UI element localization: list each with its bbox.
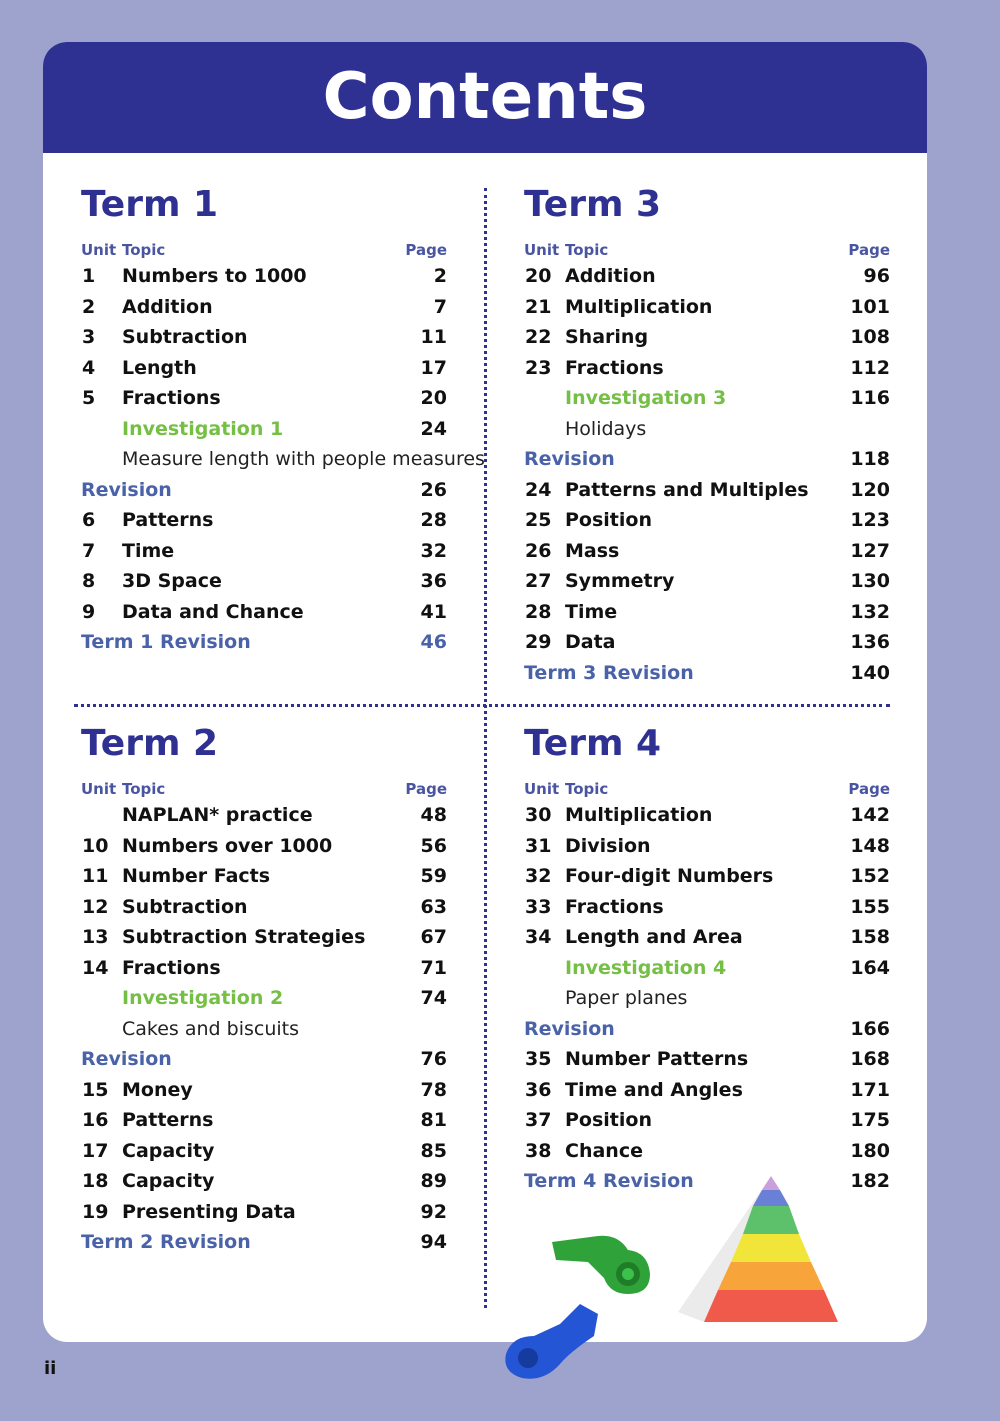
page-ref: 166 (850, 1017, 890, 1040)
term-title: Term 2 (81, 723, 219, 764)
unit-number: 33 (525, 895, 552, 918)
page-ref: 63 (420, 895, 447, 918)
topic-label: NAPLAN* practice (122, 804, 313, 826)
unit-number: 3 (82, 326, 96, 348)
page-ref: 118 (850, 448, 890, 470)
page-ref: 136 (850, 631, 890, 653)
contents-row[interactable] (524, 1105, 890, 1136)
horizontal-divider (74, 704, 890, 707)
page-ref: 140 (850, 661, 890, 684)
page-ref: 89 (420, 1170, 447, 1192)
contents-row[interactable] (524, 383, 890, 414)
unit-number: 37 (525, 1109, 552, 1131)
topic-label: Subtraction (122, 895, 248, 918)
topic-label: Capacity (122, 1170, 215, 1192)
topic-label: Data (565, 631, 616, 653)
unit-number: 38 (525, 1139, 552, 1162)
pyramid-illustration (676, 1172, 868, 1328)
topic-label: Term 1 Revision (81, 631, 251, 653)
contents-row[interactable] (81, 922, 447, 953)
header-page: Page (848, 241, 890, 259)
page-ref: 120 (850, 478, 890, 501)
topic-label: Revision (81, 478, 172, 501)
contents-row[interactable] (81, 892, 447, 923)
unit-number: 14 (82, 956, 109, 979)
unit-number: 18 (82, 1170, 109, 1192)
contents-row[interactable] (81, 953, 447, 984)
contents-row[interactable] (81, 353, 447, 384)
contents-row[interactable] (524, 658, 890, 689)
topic-label: Capacity (122, 1139, 215, 1162)
header-topic: Topic (122, 241, 166, 259)
topic-label: Investigation 3 (565, 387, 727, 409)
contents-row[interactable] (81, 1136, 447, 1167)
page-ref: 155 (850, 895, 890, 918)
contents-row[interactable] (81, 322, 447, 353)
unit-number: 23 (525, 356, 552, 379)
page-ref: 46 (420, 631, 447, 653)
column-headers (81, 774, 447, 800)
contents-row[interactable] (524, 800, 890, 831)
contents-row[interactable] (81, 831, 447, 862)
page-ref: 130 (850, 570, 890, 592)
header-topic: Topic (122, 780, 166, 798)
contents-row[interactable] (81, 536, 447, 567)
unit-number: 29 (525, 631, 552, 653)
page-ref: 28 (420, 509, 447, 531)
header-unit: Unit (524, 241, 560, 259)
topic-label: Multiplication (565, 804, 713, 826)
column-headers (524, 235, 890, 261)
contents-row[interactable] (81, 627, 447, 658)
contents-row[interactable] (81, 414, 447, 445)
unit-number: 13 (82, 926, 109, 948)
page-ref: 108 (850, 326, 890, 348)
page-ref: 152 (850, 865, 890, 887)
contents-row[interactable] (524, 953, 890, 984)
header-unit: Unit (81, 241, 117, 259)
unit-number: 10 (82, 834, 109, 857)
page-ref: 56 (420, 834, 447, 857)
topic-label: Revision (81, 1048, 172, 1070)
header-topic: Topic (565, 780, 609, 798)
topic-label: Investigation 1 (122, 417, 284, 440)
unit-number: 25 (525, 509, 552, 531)
topic-label: Position (565, 509, 652, 531)
blue-whistle-icon (500, 1300, 604, 1382)
unit-number: 26 (525, 539, 552, 562)
topic-label: Fractions (122, 387, 221, 409)
topic-label: Multiplication (565, 295, 713, 318)
topic-label: Holidays (565, 417, 647, 440)
page-ref: 168 (850, 1048, 890, 1070)
topic-label: Investigation 4 (565, 956, 727, 979)
unit-number: 19 (82, 1200, 109, 1223)
page-ref: 182 (850, 1170, 890, 1192)
page-ref: 24 (420, 417, 447, 440)
topic-label: Patterns (122, 509, 214, 531)
page-ref: 148 (850, 834, 890, 857)
topic-label: Presenting Data (122, 1200, 296, 1223)
contents-row[interactable] (524, 261, 890, 292)
topic-label: Length and Area (565, 926, 743, 948)
topic-label: Patterns and Multiples (565, 478, 809, 501)
unit-number: 35 (525, 1048, 552, 1070)
contents-card (43, 42, 927, 1342)
unit-number: 32 (525, 865, 552, 887)
page-ref: 81 (420, 1109, 447, 1131)
page-ref: 76 (420, 1048, 447, 1070)
term-4-section (524, 722, 890, 1197)
term-1-section (81, 183, 485, 658)
header-page: Page (848, 780, 890, 798)
header-page: Page (405, 241, 447, 259)
unit-number: 8 (82, 570, 96, 592)
page-ref: 59 (420, 865, 447, 887)
green-whistle-icon (548, 1232, 656, 1298)
page-ref: 2 (433, 265, 447, 287)
contents-row[interactable] (524, 983, 890, 1014)
topic-label: Money (122, 1078, 193, 1101)
contents-row[interactable] (524, 1136, 890, 1167)
unit-number: 24 (525, 478, 552, 501)
contents-row[interactable] (81, 861, 447, 892)
contents-row[interactable] (81, 475, 447, 506)
topic-label: Number Patterns (565, 1048, 749, 1070)
topic-label: Time (565, 600, 618, 623)
unit-number: 34 (525, 926, 552, 948)
page-ref: 116 (850, 387, 890, 409)
page-ref: 171 (850, 1078, 890, 1101)
contents-row[interactable] (81, 566, 447, 597)
topic-label: Fractions (565, 356, 664, 379)
topic-label: Fractions (122, 956, 221, 979)
contents-row[interactable] (524, 627, 890, 658)
contents-row[interactable] (81, 1197, 447, 1228)
unit-number: 1 (82, 265, 96, 287)
contents-row[interactable] (81, 444, 485, 475)
header-topic: Topic (565, 241, 609, 259)
topic-label: Symmetry (565, 570, 675, 592)
page-ref: 164 (850, 956, 890, 979)
page-ref: 20 (420, 387, 447, 409)
unit-number: 9 (82, 600, 96, 623)
topic-label: 3D Space (122, 570, 222, 592)
page-ref: 96 (863, 265, 890, 287)
page-ref: 94 (420, 1231, 447, 1253)
topic-label: Position (565, 1109, 652, 1131)
page-ref: 112 (850, 356, 890, 379)
column-headers (81, 235, 447, 261)
topic-label: Term 3 Revision (524, 661, 694, 684)
topic-label: Term 4 Revision (524, 1170, 694, 1192)
contents-row[interactable] (524, 414, 890, 445)
topic-label: Subtraction Strategies (122, 926, 366, 948)
topic-label: Numbers to 1000 (122, 265, 307, 287)
page-ref: 123 (850, 509, 890, 531)
contents-row[interactable] (524, 597, 890, 628)
contents-row[interactable] (81, 597, 447, 628)
topic-label: Addition (565, 265, 656, 287)
unit-number: 7 (82, 539, 96, 562)
contents-row[interactable] (524, 1014, 890, 1045)
page-ref: 78 (420, 1078, 447, 1101)
contents-row[interactable] (524, 861, 890, 892)
topic-label: Data and Chance (122, 600, 304, 623)
page-ref: 92 (420, 1200, 447, 1223)
contents-row[interactable] (81, 1014, 447, 1045)
page-ref: 158 (850, 926, 890, 948)
page-ref: 180 (850, 1139, 890, 1162)
contents-row[interactable] (81, 261, 447, 292)
contents-row[interactable] (524, 1075, 890, 1106)
page-ref: 74 (420, 987, 447, 1009)
page-ref: 67 (420, 926, 447, 948)
header-unit: Unit (81, 780, 117, 798)
topic-label: Revision (524, 448, 615, 470)
page-ref: 7 (433, 295, 447, 318)
contents-row[interactable] (81, 1044, 447, 1075)
contents-row[interactable] (524, 536, 890, 567)
topic-label: Length (122, 356, 197, 379)
contents-row[interactable] (81, 292, 447, 323)
topic-label: Measure length with people measures (122, 448, 485, 470)
topic-label: Patterns (122, 1109, 214, 1131)
page-ref: 26 (420, 478, 447, 501)
unit-number: 2 (82, 295, 96, 318)
term-3-section (524, 183, 890, 688)
contents-row[interactable] (524, 505, 890, 536)
topic-label: Investigation 2 (122, 987, 284, 1009)
contents-row[interactable] (524, 892, 890, 923)
contents-row[interactable] (524, 475, 890, 506)
page-ref: 101 (850, 295, 890, 318)
unit-number: 36 (525, 1078, 552, 1101)
contents-row[interactable] (81, 1227, 447, 1258)
contents-row[interactable] (81, 505, 447, 536)
page-ref: 32 (420, 539, 447, 562)
topic-label: Sharing (565, 326, 649, 348)
topic-label: Cakes and biscuits (122, 1017, 300, 1040)
unit-number: 4 (82, 356, 96, 379)
term-title: Term 3 (524, 184, 662, 225)
contents-row[interactable] (81, 1075, 447, 1106)
unit-number: 22 (525, 326, 552, 348)
topic-label: Fractions (565, 895, 664, 918)
contents-row[interactable] (524, 1044, 890, 1075)
page-ref: 71 (420, 956, 447, 979)
topic-label: Addition (122, 295, 213, 318)
page-number: ii (44, 1358, 57, 1379)
contents-row[interactable] (524, 292, 890, 323)
term-2-section (81, 722, 447, 1258)
contents-row[interactable] (81, 1105, 447, 1136)
unit-number: 17 (82, 1139, 109, 1162)
term-title: Term 1 (81, 184, 219, 225)
page-ref: 132 (850, 600, 890, 623)
unit-number: 27 (525, 570, 552, 592)
topic-label: Mass (565, 539, 620, 562)
unit-number: 16 (82, 1109, 109, 1131)
page-ref: 175 (850, 1109, 890, 1131)
topic-label: Number Facts (122, 865, 271, 887)
topic-label: Division (565, 834, 651, 857)
page-ref: 17 (420, 356, 447, 379)
unit-number: 31 (525, 834, 552, 857)
term-title: Term 4 (524, 723, 662, 764)
contents-row[interactable] (81, 383, 447, 414)
contents-row[interactable] (524, 353, 890, 384)
contents-row[interactable] (524, 566, 890, 597)
unit-number: 5 (82, 387, 96, 409)
contents-row[interactable] (524, 322, 890, 353)
topic-label: Chance (565, 1139, 643, 1162)
unit-number: 15 (82, 1078, 109, 1101)
topic-label: Subtraction (122, 326, 248, 348)
topic-label: Paper planes (565, 987, 688, 1009)
unit-number: 30 (525, 804, 552, 826)
header-unit: Unit (524, 780, 560, 798)
title-banner (43, 42, 927, 153)
page-ref: 142 (850, 804, 890, 826)
page-ref: 127 (850, 539, 890, 562)
page-ref: 36 (420, 570, 447, 592)
contents-row[interactable] (81, 1166, 447, 1197)
contents-row[interactable] (524, 922, 890, 953)
contents-row[interactable] (81, 800, 447, 831)
page-ref: 41 (420, 600, 447, 623)
unit-number: 20 (525, 265, 552, 287)
page-ref: 11 (420, 326, 447, 348)
topic-label: Numbers over 1000 (122, 834, 333, 857)
page-title: Contents (322, 60, 648, 134)
topic-label: Term 2 Revision (81, 1231, 251, 1253)
contents-row[interactable] (524, 444, 890, 475)
unit-number: 6 (82, 509, 96, 531)
topic-label: Four-digit Numbers (565, 865, 774, 887)
contents-row[interactable] (81, 983, 447, 1014)
unit-number: 12 (82, 895, 109, 918)
vertical-divider (484, 188, 487, 1308)
topic-label: Time (122, 539, 175, 562)
page-ref: 85 (420, 1139, 447, 1162)
contents-row[interactable] (524, 831, 890, 862)
column-headers (524, 774, 890, 800)
unit-number: 11 (82, 865, 109, 887)
unit-number: 21 (525, 295, 552, 318)
header-page: Page (405, 780, 447, 798)
page-ref: 48 (420, 804, 447, 826)
unit-number: 28 (525, 600, 552, 623)
topic-label: Revision (524, 1017, 615, 1040)
topic-label: Time and Angles (565, 1078, 743, 1101)
